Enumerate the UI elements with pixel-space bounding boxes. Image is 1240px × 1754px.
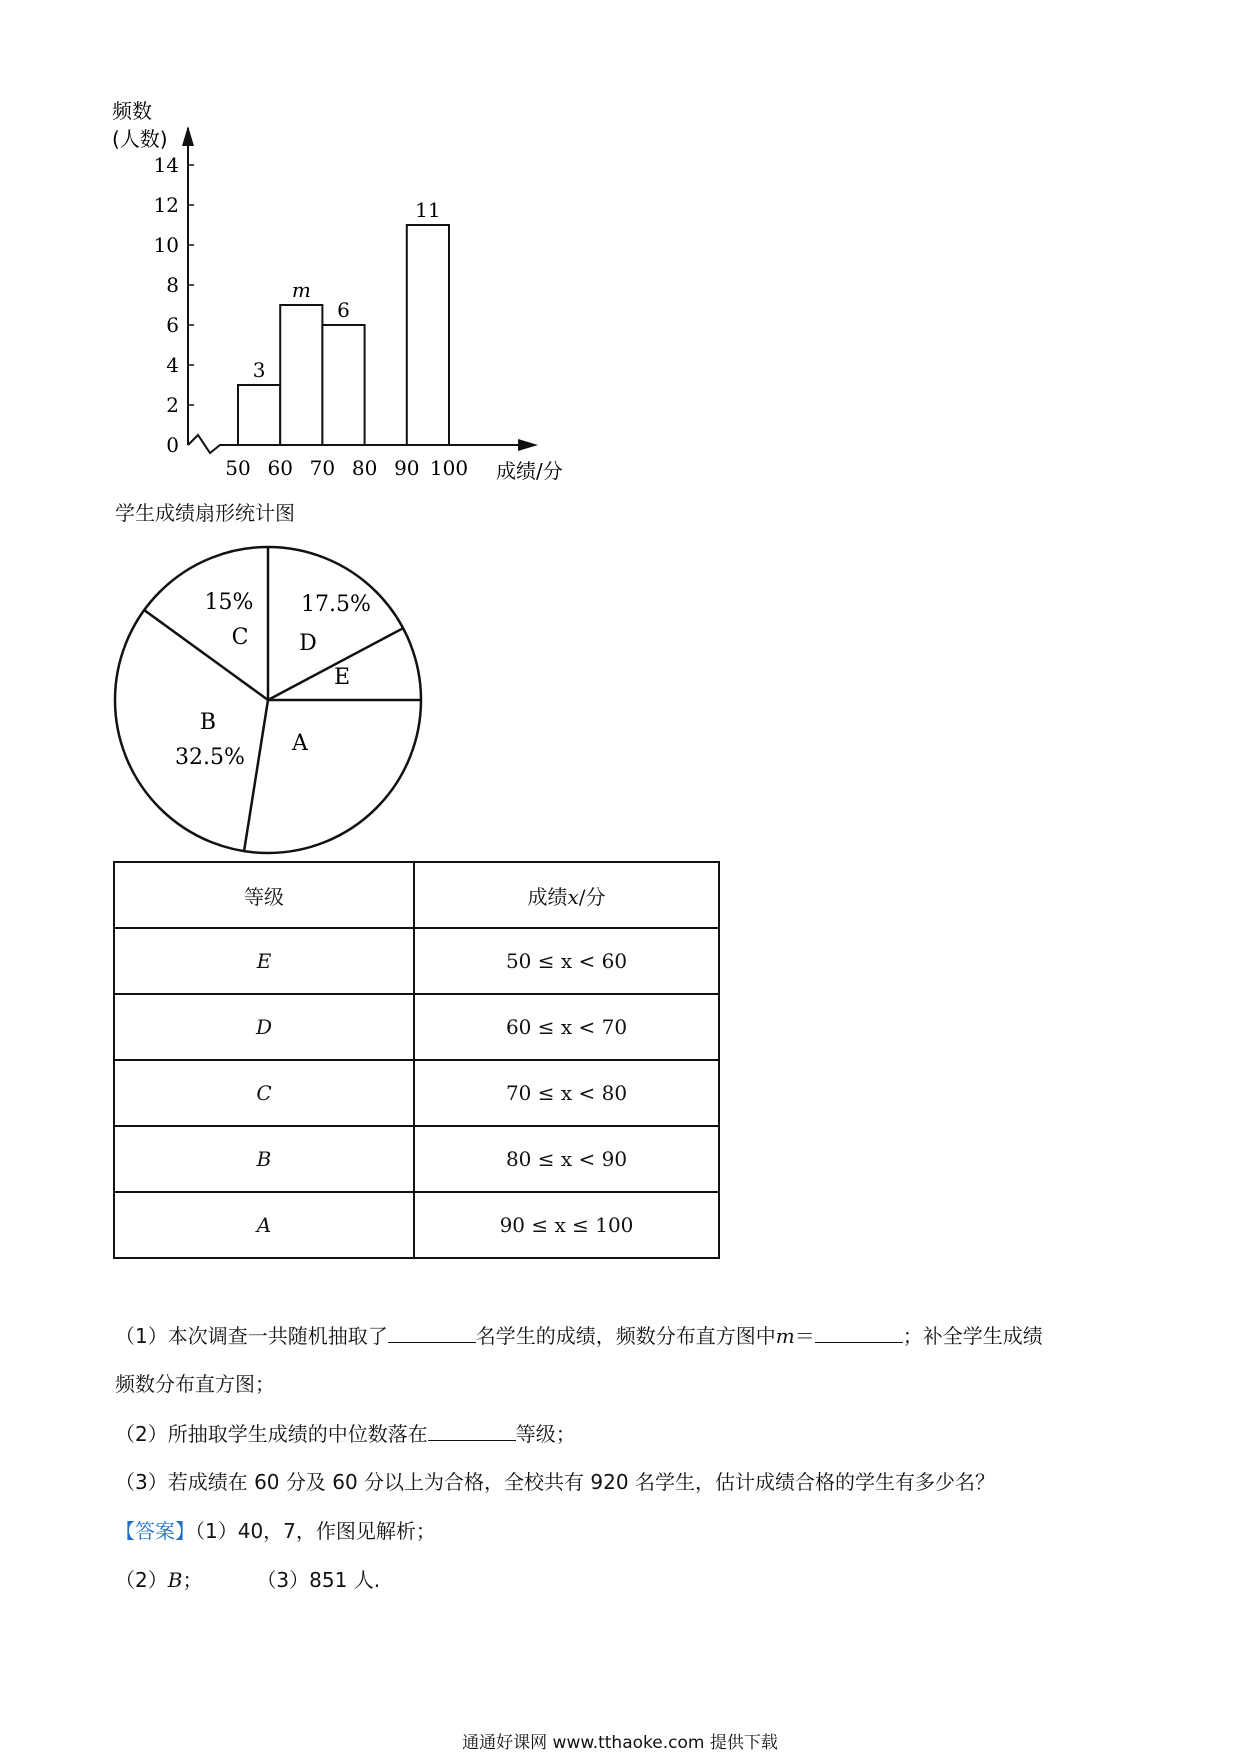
y-tick-label: 14 <box>153 153 179 177</box>
answer-1: （1）40，7，作图见解析； <box>195 1519 436 1543</box>
grade-range-table <box>113 861 720 1259</box>
x-tick-label: 60 <box>267 456 293 480</box>
table-row <box>114 994 719 1060</box>
y-tick-label: 0 <box>166 433 179 457</box>
x-tick-label: 90 <box>394 456 420 480</box>
range-cell: 90 ≤ x ≤ 100 <box>414 1192 719 1258</box>
question-1-line-2: 频数分布直方图； <box>115 1372 275 1396</box>
q2-text-a: （2）所抽取学生成绩的中位数落在 <box>115 1422 428 1446</box>
q2-blank <box>428 1420 516 1441</box>
table-row <box>114 1060 719 1126</box>
range-cell: 50 ≤ x < 60 <box>414 928 719 994</box>
pie-slice-percent: 32.5% <box>175 745 245 770</box>
table-row <box>114 928 719 994</box>
pie-slice-percent: 17.5% <box>301 592 371 617</box>
header-grade: 等级 <box>114 862 414 928</box>
question-2 <box>115 1420 576 1447</box>
question-1-line-1 <box>115 1322 1043 1349</box>
y-tick-label: 4 <box>166 353 179 377</box>
pie-slice-label: A <box>292 731 308 756</box>
range-cell: 60 ≤ x < 70 <box>414 994 719 1060</box>
range-cell: 70 ≤ x < 80 <box>414 1060 719 1126</box>
pie-slice-label: C <box>231 625 249 650</box>
bar-value-label: 3 <box>252 358 266 382</box>
x-tick-label: 50 <box>225 456 251 480</box>
bar-value-label: 11 <box>415 198 441 222</box>
y-axis-label-unit: (人数) <box>112 127 168 151</box>
answer-2-suffix: ； <box>182 1568 203 1592</box>
y-tick-label: 2 <box>166 393 179 417</box>
table-row <box>114 1126 719 1192</box>
bar-value-label: m <box>291 278 311 302</box>
grade-cell: D <box>114 994 414 1060</box>
question-3: （3）若成绩在 60 分及 60 分以上为合格，全校共有 920 名学生，估计成绩合格的学生有多少名？ <box>115 1470 995 1494</box>
answer-2-prefix: （2） <box>115 1568 168 1592</box>
y-tick-label: 10 <box>153 233 179 257</box>
pie-slice-label: B <box>199 710 217 735</box>
grade-pie-chart <box>0 0 620 860</box>
range-cell: 80 ≤ x < 90 <box>414 1126 719 1192</box>
y-tick-label: 6 <box>166 313 179 337</box>
pie-chart-title: 学生成绩扇形统计图 <box>115 501 295 525</box>
y-axis-label: 频数 <box>112 99 152 123</box>
x-axis-label: 成绩/分 <box>496 459 563 483</box>
q1-text-c: ；补全学生成绩 <box>902 1324 1043 1348</box>
q2-text-b: 等级； <box>515 1422 576 1446</box>
q1-var-m: m <box>775 1324 795 1348</box>
y-tick-label: 8 <box>166 273 179 297</box>
q1-equals: ＝ <box>794 1324 815 1348</box>
table-header-row <box>114 862 719 928</box>
x-tick-label: 100 <box>429 456 469 480</box>
page-footer: 通通好课网 www.tthaoke.com 提供下载 <box>462 1733 778 1753</box>
q1-blank-1 <box>388 1322 476 1343</box>
grade-cell: C <box>114 1060 414 1126</box>
x-tick-label: 80 <box>351 456 378 480</box>
grade-cell: B <box>114 1126 414 1192</box>
q1-text-a: （1）本次调查一共随机抽取了 <box>115 1324 388 1348</box>
x-tick-label: 70 <box>309 456 336 480</box>
table-row <box>114 1192 719 1258</box>
y-tick-label: 12 <box>153 193 179 217</box>
pie-slice-label: D <box>299 631 317 656</box>
pie-slice-label: E <box>333 665 351 690</box>
pie-slice-percent: 15% <box>204 590 254 615</box>
answer-3: （3）851 人. <box>256 1568 381 1592</box>
q1-text-b: 名学生的成绩，频数分布直方图中 <box>475 1324 776 1348</box>
header-score: 成绩x/分 <box>414 862 719 928</box>
grade-cell: A <box>114 1192 414 1258</box>
answer-line-2 <box>115 1567 380 1593</box>
answer-line-1 <box>115 1518 436 1544</box>
q1-blank-2 <box>815 1322 903 1343</box>
grade-cell: E <box>114 928 414 994</box>
answer-2-var: B <box>167 1568 183 1592</box>
bar-value-label: 6 <box>337 298 350 322</box>
answer-tag: 【答案】 <box>115 1519 195 1543</box>
